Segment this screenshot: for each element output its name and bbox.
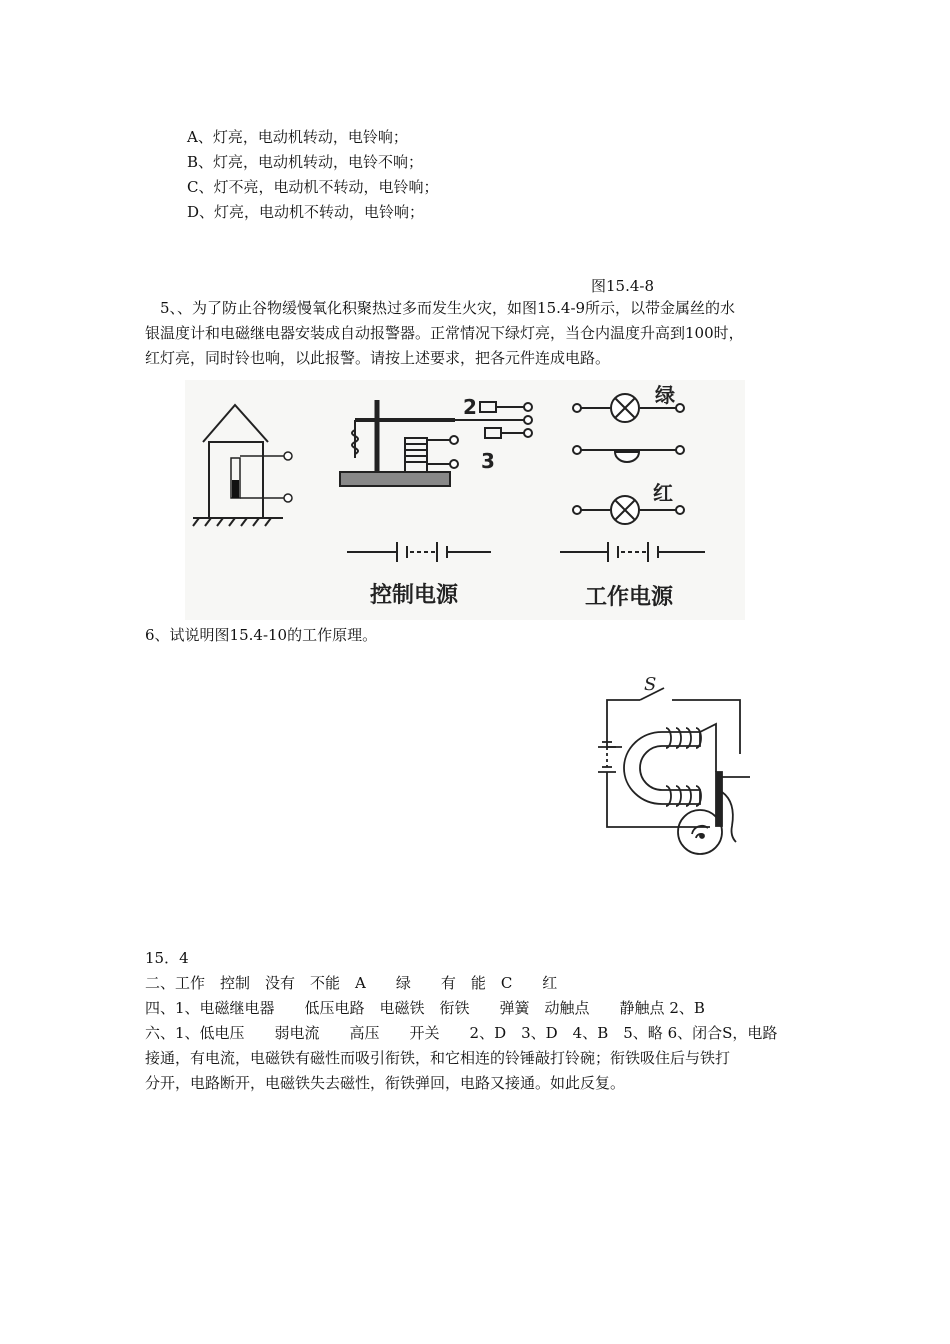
question-5-line-1: 5、、为了防止谷物缓慢氧化积聚热过多而发生火灾，如图15.4-9所示，以带金属丝的水 (160, 299, 736, 317)
relay-contact-label-3: 3 (481, 449, 495, 473)
answers-section-6-line-1: 六、1、低电压 弱电流 高压 开关 2、D 3、D 4、B 5、略 6、闭合S，电路 (145, 1024, 778, 1042)
relay-contact-label-2: 2 (463, 395, 477, 419)
option-c: C、灯不亮，电动机不转动，电铃响； (187, 178, 439, 196)
question-5-line-3: 红灯亮，同时铃也响，以此报警。请按上述要求，把各元件连成电路。 (145, 349, 611, 367)
answers-section-4: 四、1、电磁继电器 低压电路 电磁铁 衔铁 弹簧 动触点 静触点 2、B (145, 999, 705, 1017)
red-lamp-label: 红 (653, 481, 673, 505)
figure-15-4-9-diagram (185, 380, 745, 620)
answers-section-2: 二、工作 控制 没有 不能 A 绿 有 能 C 红 (145, 974, 558, 992)
green-lamp-label: 绿 (655, 383, 675, 407)
answers-section-6-line-2: 接通，有电流，电磁铁有磁性而吸引衔铁，和它相连的铃锤敲打铃碗；衔铁吸住后与铁打 (145, 1049, 731, 1067)
option-b: B、灯亮，电动机转动，电铃不响； (187, 153, 424, 171)
option-a: A、灯亮，电动机转动，电铃响； (187, 128, 408, 146)
answers-section-6-line-3: 分开，电路断开，电磁铁失去磁性，衔铁弹回，电路又接通。如此反复。 (145, 1074, 626, 1092)
answers-title: 15．4 (145, 949, 189, 967)
figure-caption-15-4-8: 图15.4-8 (591, 277, 655, 295)
control-power-label: 控制电源 (370, 583, 459, 608)
switch-label-s: S (644, 674, 657, 695)
bell-bowl-icon (678, 810, 722, 854)
option-d: D、灯亮，电动机不转动，电铃响； (187, 203, 425, 221)
question-6: 6、试说明图15.4-10的工作原理。 (145, 626, 378, 644)
work-power-label: 工作电源 (585, 585, 674, 610)
figure-15-4-10-diagram (600, 672, 760, 862)
u-magnet-icon (624, 732, 700, 804)
question-5-line-2: 银温度计和电磁继电器安装成自动报警器。正常情况下绿灯亮，当仓内温度升高到100时， (145, 324, 744, 342)
